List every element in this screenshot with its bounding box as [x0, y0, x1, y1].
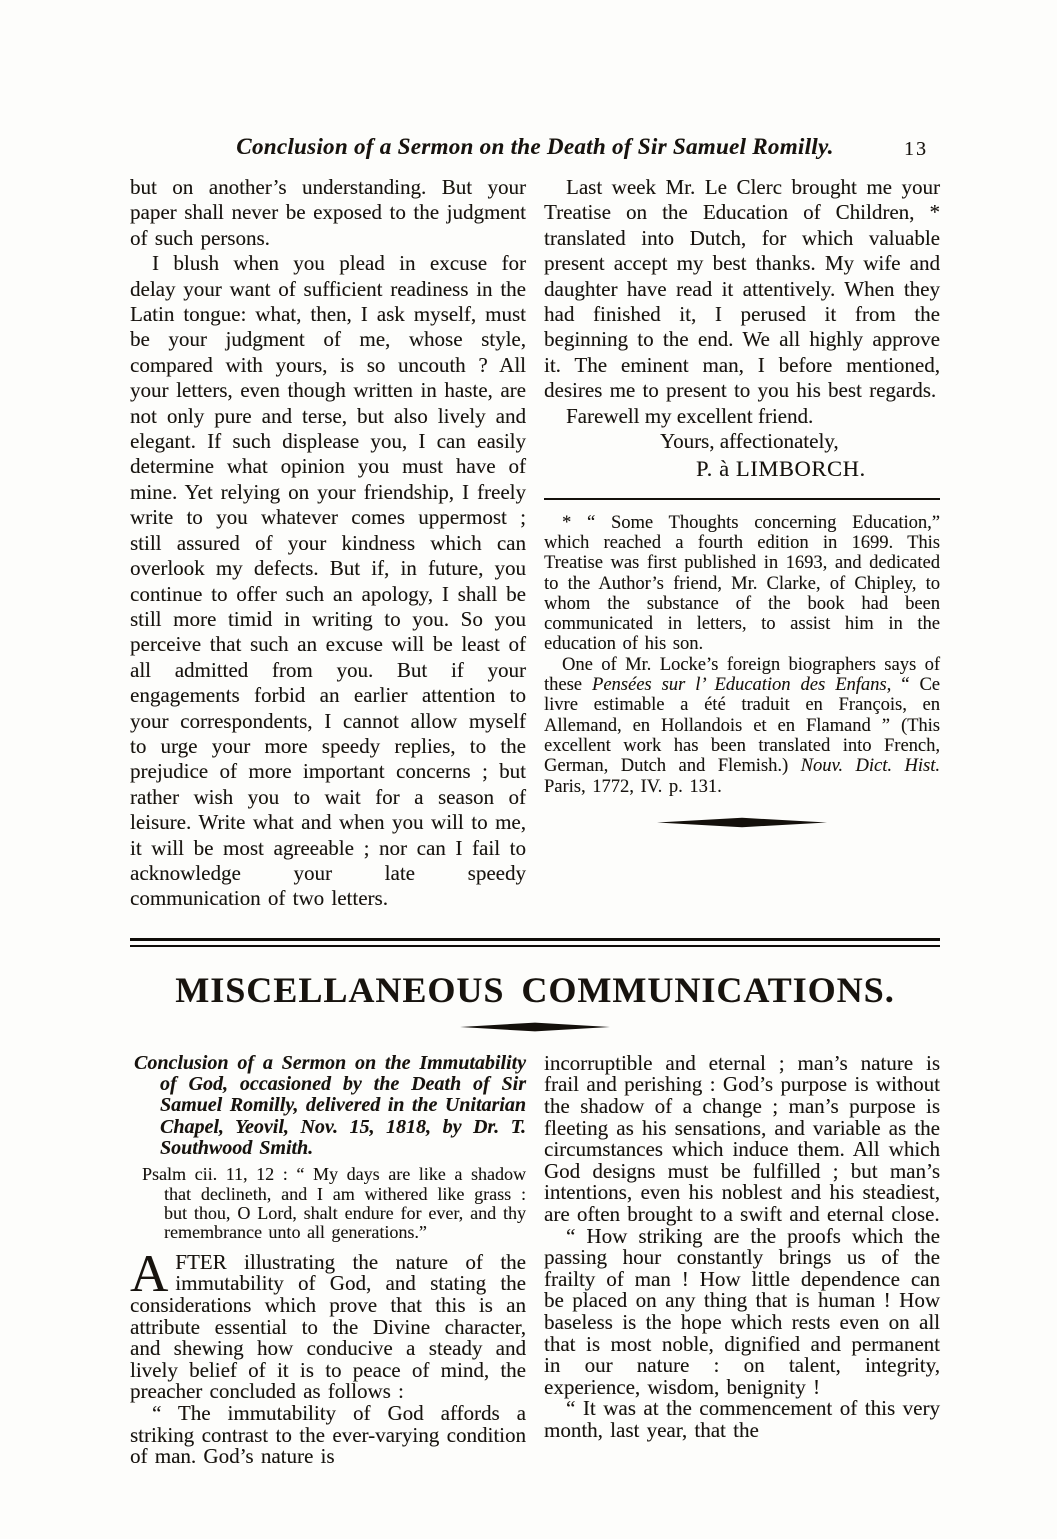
footnote-text: , “ Ce livre estimable a été traduit en François, en Allemand, en Hollandois et en Flamand ” (This excellent work has been translated into French, German, Dutch and Flemish.) [544, 675, 940, 777]
sermon-left-column [130, 1053, 526, 1468]
footnote [544, 513, 940, 797]
sermon-epigraph: Psalm cii. 11, 12 : “ My days are like a shadow that declineth, and I am withered like grass : but thou, O Lord, shalt endure for ever, and thy remembrance unto all generations.” [142, 1164, 526, 1243]
farewell-line: Farewell my excellent friend. [566, 403, 814, 428]
footnote-italic-citation: Nouv. Dict. Hist. [800, 756, 940, 777]
section-title: MISCELLANEOUS COMMUNICATIONS. [175, 969, 895, 1010]
sermon-right-paragraph-3: “ It was at the commencement of this very month, last year, that the [544, 1396, 940, 1442]
sermon-opening-paragraph [130, 1244, 526, 1404]
footnote-paragraph-2 [544, 655, 940, 797]
letter-end-divider [544, 813, 940, 831]
running-header-title: Conclusion of a Sermon on the Death of Sir Samuel Romilly. [236, 134, 834, 159]
page-number: 13 [904, 138, 928, 160]
sermon-right-paragraph-2: “ How striking are the proofs which the passing hour constantly brings us of the frailty of man ! How little dependence can be placed on any thing that is human ! How baseless is the hope which rests even on all that is most noble, dignified and permanent in our nature : on talent, integrity, experience, wisdom, benignity ! [544, 1223, 940, 1399]
sermon-right-column [544, 1050, 940, 1468]
sermon-section [130, 1050, 940, 1469]
footnote-italic-book-title: Pensées sur l’ Education des Enfans [592, 675, 887, 696]
drop-cap-letter: A [130, 1244, 169, 1303]
swelled-rule-icon [657, 817, 827, 828]
signature-line: P. à LIMBORCH. [696, 455, 866, 481]
swelled-rule-icon [460, 1022, 610, 1032]
footnote-text: One of Mr. Locke’s foreign biographers says of these [544, 654, 940, 696]
sermon-quote-paragraph: “ The immutability of God affords a striking contrast to the ever-varying condition of man. God’s nature is [130, 1401, 526, 1469]
title-divider [130, 1019, 940, 1037]
letter-continuation-paragraph: but on another’s understanding. But your paper shall never be exposed to the judgment of such persons. [130, 175, 526, 250]
letter-reply-paragraph: Last week Mr. Le Clerc brought me your Treatise on the Education of Children, * translated into Dutch, for which valuable present accept my best thanks. My wife and daughter have read it attentively. When they had finished it, I perused it from the beginning to the end. We all highly approve it. The eminent man, I before mentioned, desires me to present to you his best regards. [544, 175, 940, 403]
letter-left-column [130, 175, 526, 912]
footnote-separator-rule [544, 498, 940, 500]
letter-body-paragraph: I blush when you plead in excuse for delay your want of sufficient readiness in the Latin tongue: what, then, I ask myself, must be your judgment of me, whose style, compared with yours, is so uncouth ? All your letters, even though written in haste, are not only pure and terse, but also lively and elegant. If such displease you, I can easily determine what opinion you must have of mine. Yet relying on your friendship, I freely write to you whatever comes uppermost ; still assured of your kindness which can overlook my defects. But if, in future, you continue to offer such an apology, I shall be still more timid in writing to you. So you perceive that such an excuse will be least of all admitted from you. But if your engagements forbid an earlier attention to your correspondents, I cannot allow myself to urge your more speedy replies, to the prejudice of more important concerns ; but rather wish you to wait for a season of leisure. Write what and when you will to me, it will be most agreeable ; nor can I fail to acknowledge your late speedy communication of two letters. [130, 251, 526, 911]
footnote-paragraph-1: * “ Some Thoughts concerning Education,” which reached a fourth edition in 1699. This Treatise was first published in 1693, and dedicated to the Author’s friend, Mr. Clarke, of Chipley, to whom the substance of the book had been communicated in letters, to assist him in the education of his son. [544, 512, 940, 655]
sermon-heading: Conclusion of a Sermon on the Immutability of God, occasioned by the Death of Sir Samuel Romilly, delivered in the Unitarian Chapel, Yeovil, Nov. 15, 1818, by Dr. T. Southwood Smith. [134, 1051, 526, 1159]
sermon-opening-text: FTER illustrating the nature of the immutability of God, and stating the considerations which prove that this is an attribute essential to the Divine character, and shewing how conducive a steady and lively belief of it is to peace of mind, the preacher concluded as follows : [130, 1249, 526, 1404]
footnote-text: Paris, 1772, IV. p. 131. [544, 776, 722, 797]
section-double-rule [130, 938, 940, 947]
running-header [130, 134, 940, 160]
letter-section [130, 175, 940, 912]
sermon-right-paragraph-1: incorruptible and eternal ; man’s nature is frail and perishing : God’s purpose is without the shadow of a change ; man’s purpose is fleeting as his sensations, and variable as the circumstances which induce them. All which God designs must be fulfilled ; but man’s intentions, even his noblest and his steadiest, are often brought to a swift and eternal close. [544, 1050, 940, 1226]
letter-right-column [544, 175, 940, 912]
valediction-line: Yours, affectionately, [660, 428, 839, 453]
